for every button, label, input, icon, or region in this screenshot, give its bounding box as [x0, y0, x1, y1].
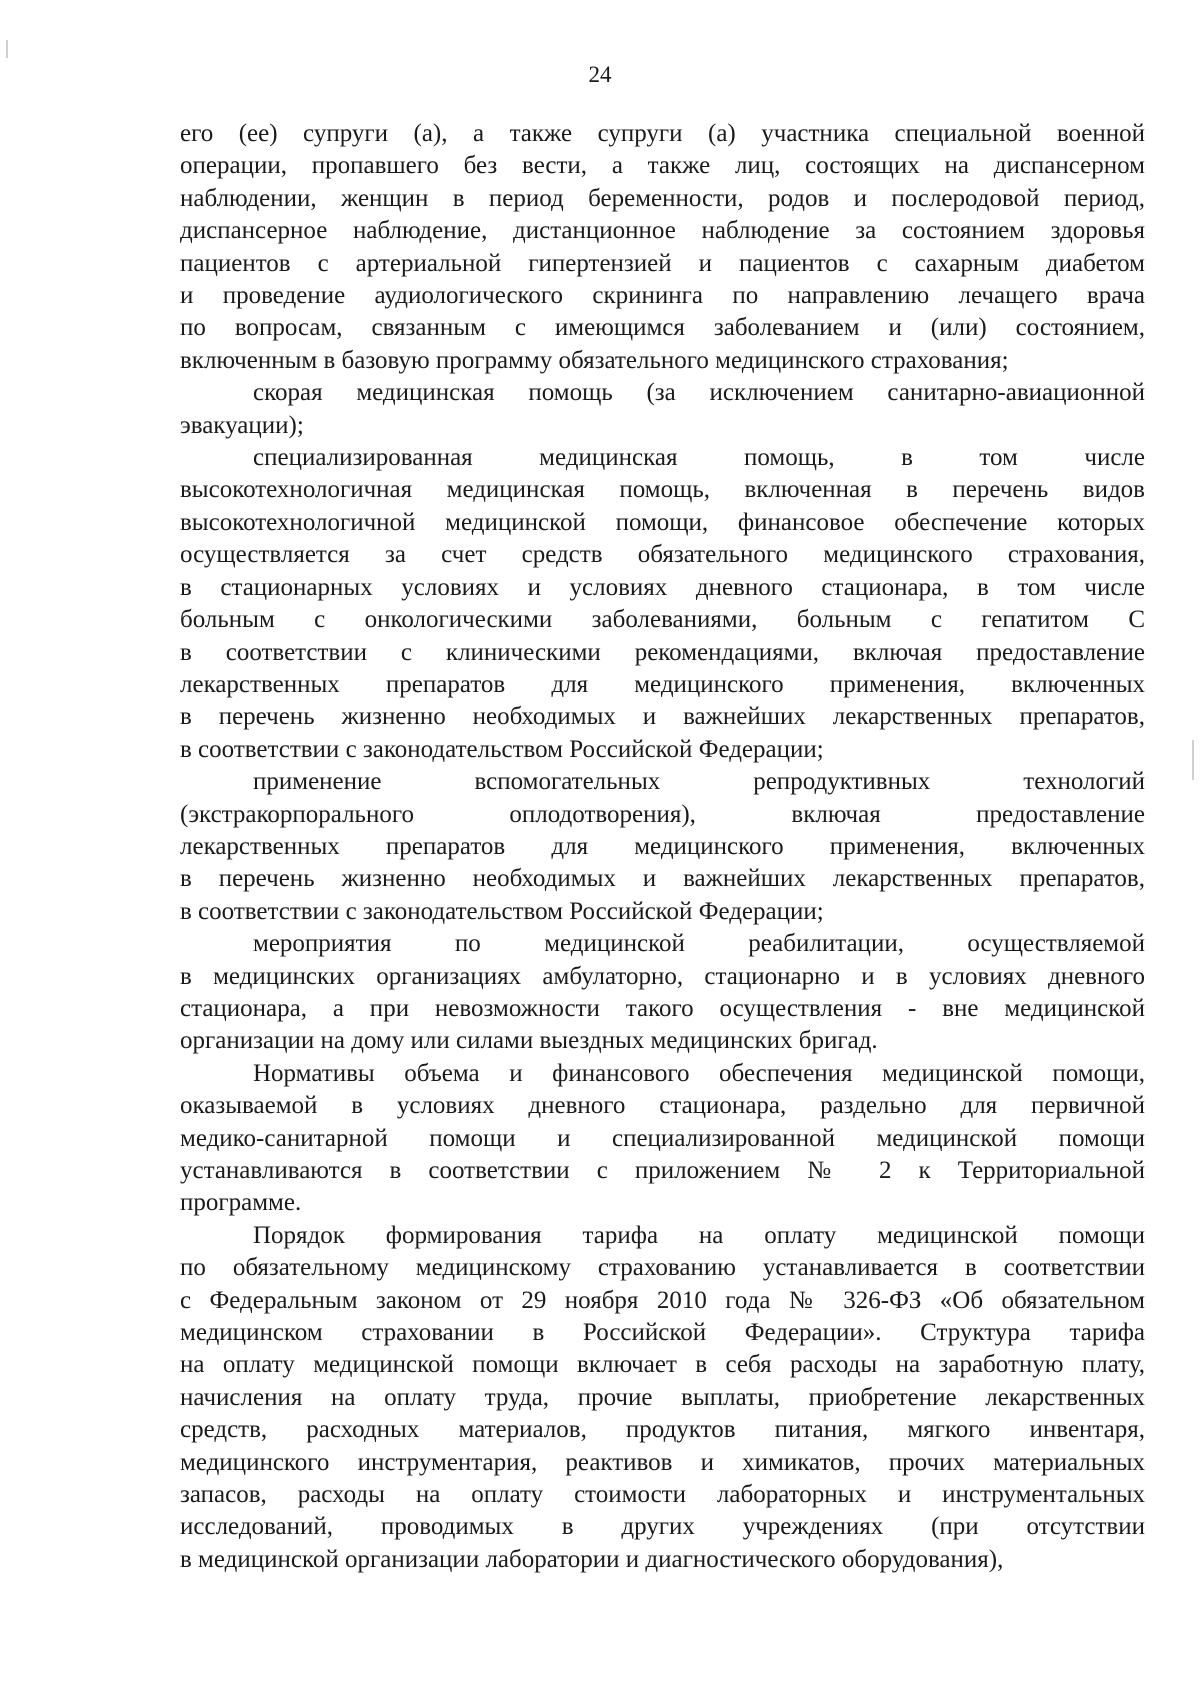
text-line: программе. [180, 1189, 302, 1217]
text-line: применение вспомогательных репродуктивных технологий [253, 768, 1145, 796]
text-line: в медицинских организациях амбулаторно, стационарно и в условиях дневного [180, 962, 1145, 990]
text-line: его (ее) супруги (а), а также супруги (а) участника специальной военной [180, 120, 1145, 147]
text-line: средств, расходных материалов, продуктов питания, мягкого инвентаря, [180, 1416, 1145, 1444]
text-line: начисления на оплату труда, прочие выплаты, приобретение лекарственных [180, 1383, 1145, 1411]
text-line: специализированная медицинская помощь, в том числе [253, 444, 1145, 472]
text-line: в стационарных условиях и условиях дневного стационара, в том числе [180, 573, 1145, 601]
text-line: оказываемой в условиях дневного стационара, раздельно для первичной [180, 1092, 1145, 1120]
text-line: медико-санитарной помощи и специализированной медицинской помощи [180, 1124, 1145, 1152]
text-line: наблюдении, женщин в период беременности, родов и послеродовой период, [180, 184, 1145, 212]
page-number: 24 [588, 62, 612, 87]
text-line: в соответствии с законодательством Российской Федерации; [180, 897, 824, 925]
text-line: высокотехнологичной медицинской помощи, финансовое обеспечение которых [180, 508, 1145, 536]
text-line: медицинского инструментария, реактивов и химикатов, прочих материальных [180, 1448, 1145, 1476]
document-body [180, 118, 1145, 1576]
text-line: и проведение аудиологического скрининга по направлению лечащего врача [180, 282, 1145, 310]
text-line: лекарственных препаратов для медицинского применения, включенных [180, 670, 1145, 698]
paragraph [180, 118, 1145, 377]
text-line: высокотехнологичная медицинская помощь, включенная в перечень видов [180, 476, 1145, 504]
text-line: в перечень жизненно необходимых и важнейших лекарственных препаратов, [180, 865, 1145, 893]
text-line: по обязательному медицинскому страхованию устанавливается в соответствии [180, 1254, 1145, 1282]
text-line: организации на дому или силами выездных медицинских бригад. [180, 1027, 878, 1055]
paragraph [180, 377, 1145, 442]
paragraph [180, 766, 1145, 928]
paragraph [180, 1220, 1145, 1576]
text-line: осуществляется за счет средств обязательного медицинского страхования, [180, 541, 1145, 569]
scan-margin-mark [1192, 740, 1194, 780]
text-line: (экстракорпорального оплодотворения), включая предоставление [180, 800, 1145, 828]
text-line: диспансерное наблюдение, дистанционное наблюдение за состоянием здоровья [180, 217, 1145, 245]
paragraph [180, 928, 1145, 1058]
text-line: больным с онкологическими заболеваниями, больным с гепатитом С [180, 606, 1145, 634]
text-line: в соответствии с клиническими рекомендациями, включая предоставление [180, 638, 1145, 666]
text-line: исследований, проводимых в других учреждениях (при отсутствии [180, 1513, 1145, 1541]
text-line: медицинском страховании в Российской Федерации». Структура тарифа [180, 1319, 1145, 1347]
text-line: лекарственных препаратов для медицинского применения, включенных [180, 832, 1145, 860]
text-line: эвакуации); [180, 411, 304, 439]
text-line: в соответствии с законодательством Российской Федерации; [180, 735, 824, 763]
paragraph [180, 442, 1145, 766]
text-line: скорая медицинская помощь (за исключением санитарно-авиационной [253, 379, 1145, 407]
paragraph [180, 1058, 1145, 1220]
text-line: на оплату медицинской помощи включает в себя расходы на заработную плату, [180, 1351, 1145, 1379]
text-line: запасов, расходы на оплату стоимости лабораторных и инструментальных [180, 1481, 1145, 1509]
text-line: устанавливаются в соответствии с приложением № 2 к Территориальной [180, 1157, 1145, 1184]
text-line: в медицинской организации лаборатории и диагностического оборудования), [180, 1545, 1004, 1573]
text-line: Порядок формирования тарифа на оплату медицинской помощи [253, 1221, 1145, 1249]
scan-margin-mark [6, 40, 8, 58]
text-line: в перечень жизненно необходимых и важнейших лекарственных препаратов, [180, 703, 1145, 731]
text-line: мероприятия по медицинской реабилитации, осуществляемой [253, 930, 1145, 958]
text-line: операции, пропавшего без вести, а также лиц, состоящих на диспансерном [180, 152, 1145, 180]
text-line: включенным в базовую программу обязательного медицинского страхования; [180, 346, 1009, 374]
text-line: по вопросам, связанным с имеющимся заболеванием и (или) состоянием, [180, 314, 1145, 342]
text-line: стационара, а при невозможности такого осуществления - вне медицинской [180, 994, 1145, 1022]
text-line: с Федеральным законом от 29 ноября 2010 года № 326-ФЗ «Об обязательном [180, 1286, 1145, 1314]
text-line: Нормативы объема и финансового обеспечения медицинской помощи, [253, 1059, 1145, 1087]
text-line: пациентов с артериальной гипертензией и пациентов с сахарным диабетом [180, 249, 1145, 277]
